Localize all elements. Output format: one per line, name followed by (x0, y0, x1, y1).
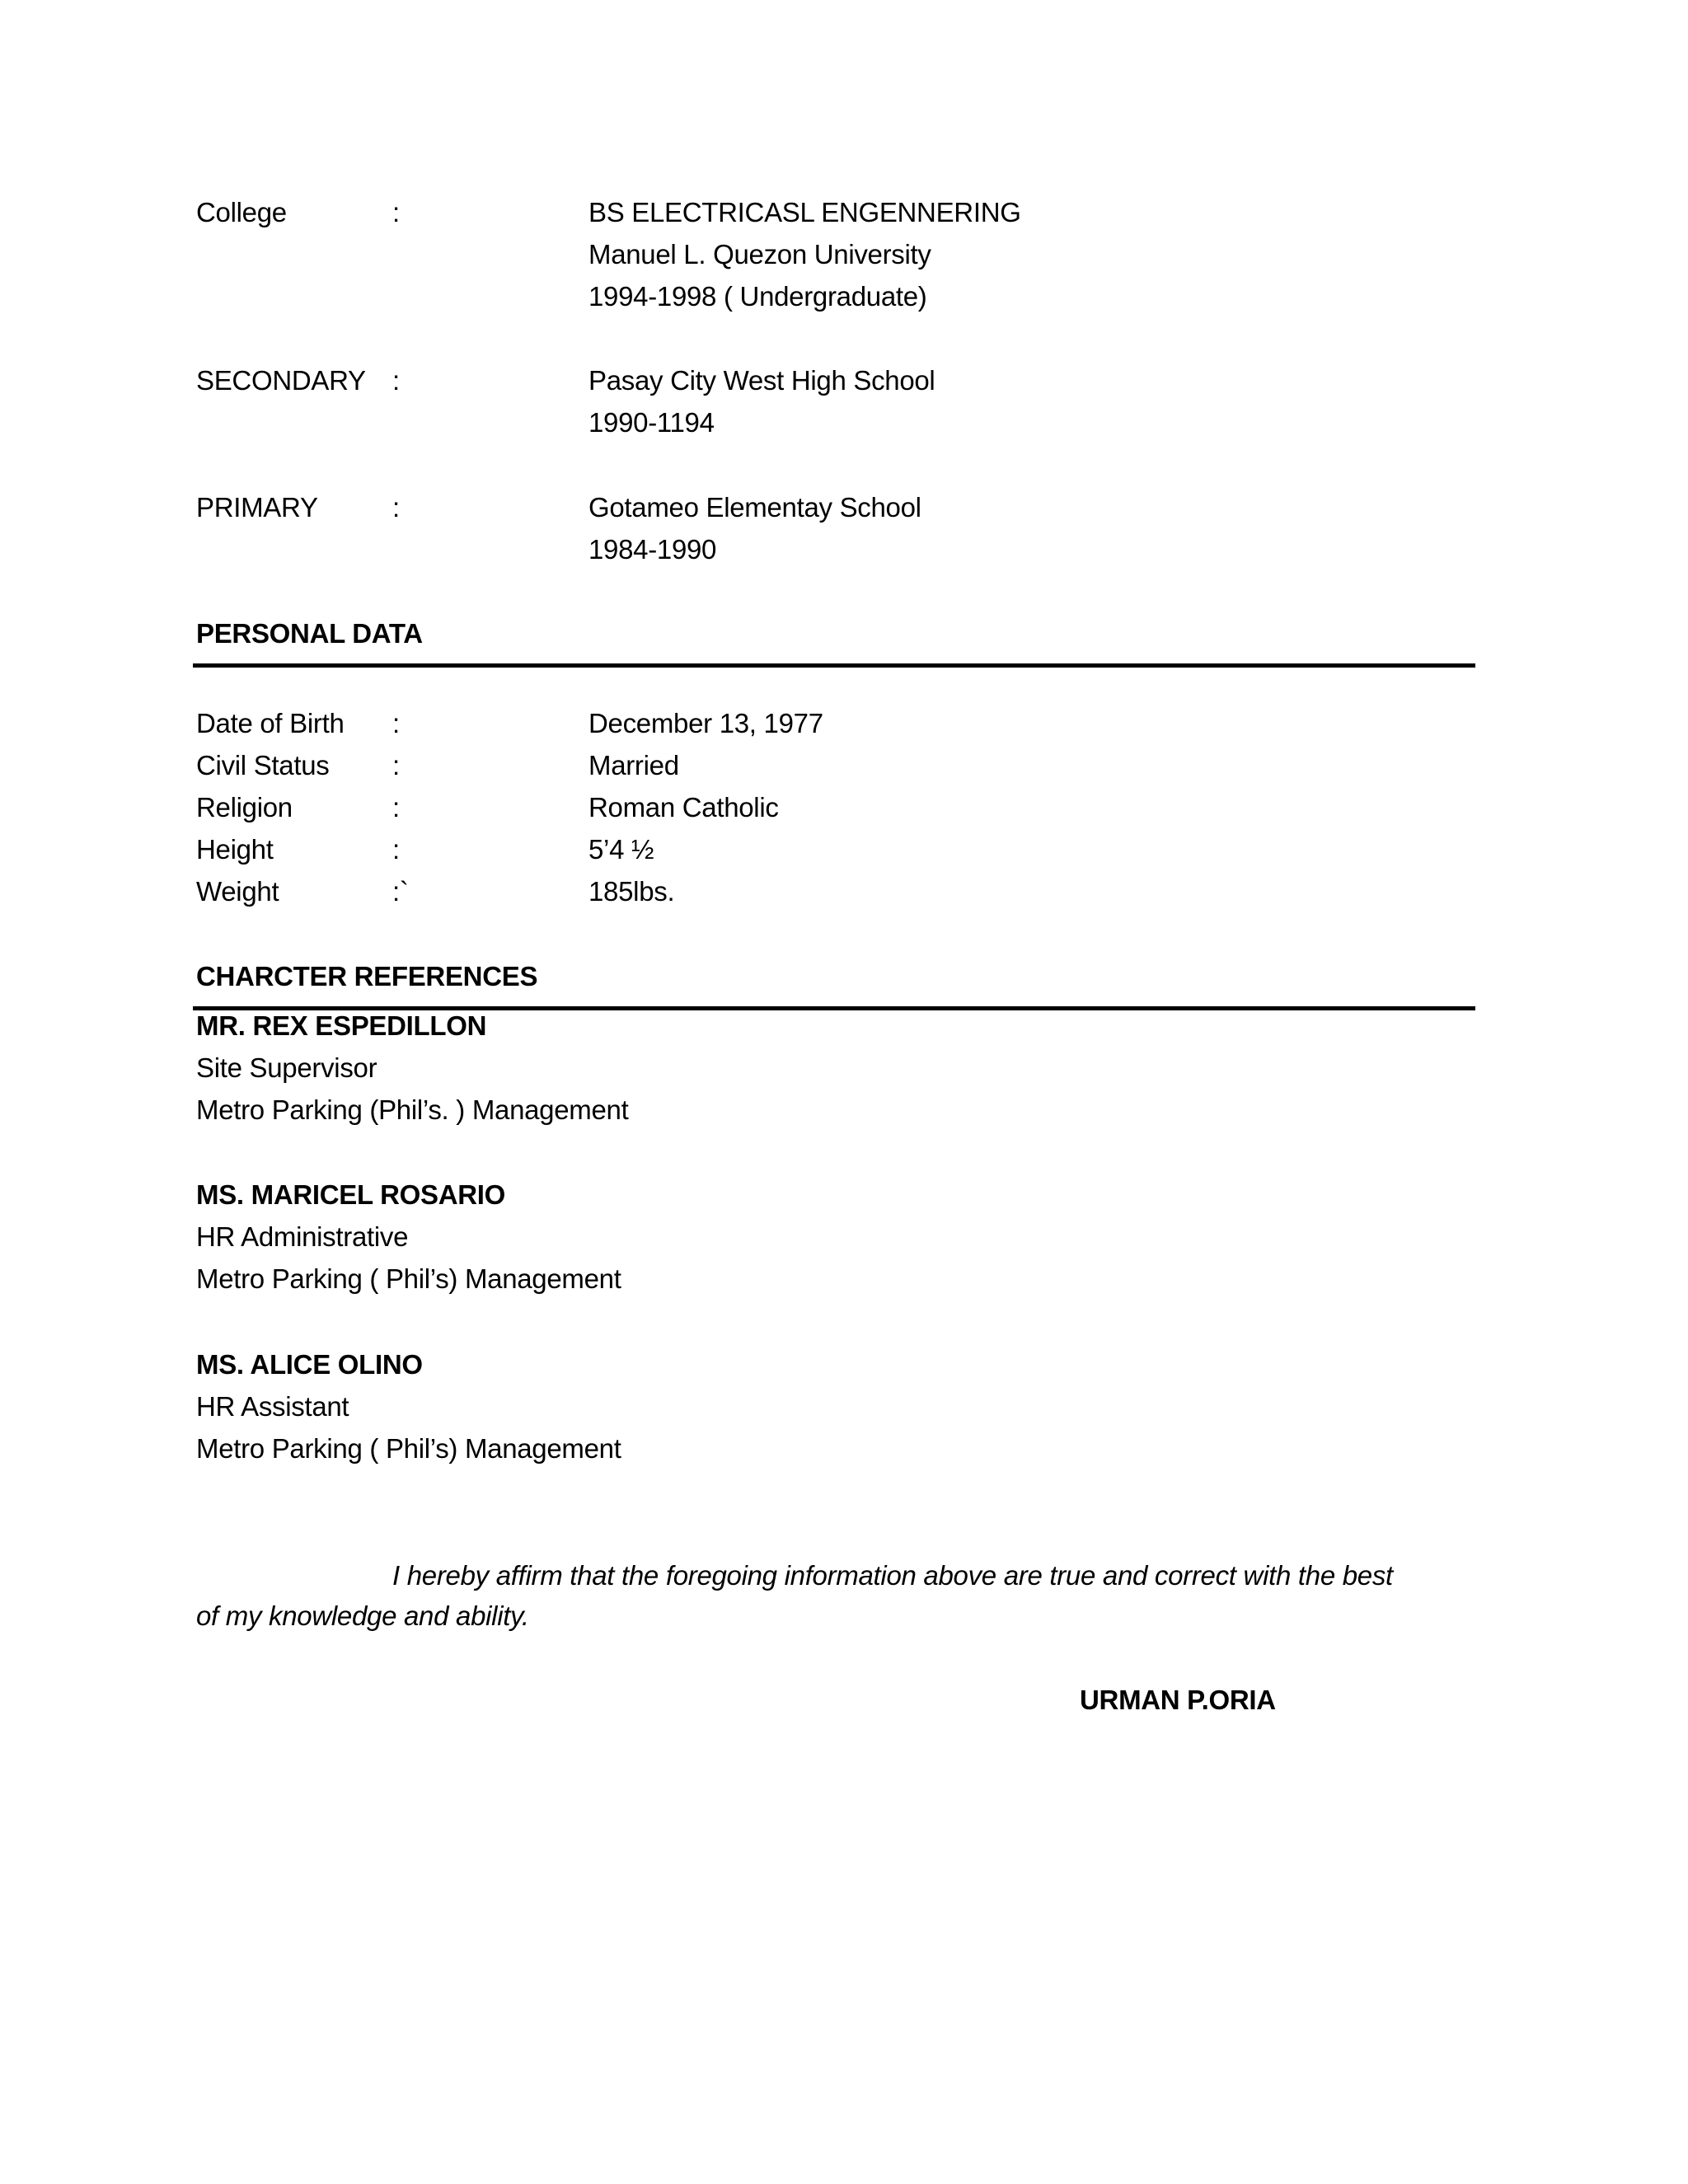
college-label: College (196, 197, 287, 227)
personal-data-divider (193, 663, 1475, 668)
weight-label: Weight (196, 876, 279, 907)
college-colon: : (392, 197, 400, 227)
height-value: 5’4 ½ (588, 834, 654, 865)
weight-colon: :` (392, 876, 409, 907)
reference-company: Metro Parking (Phil’s. ) Management (196, 1094, 629, 1125)
secondary-years: 1990-1194 (588, 407, 715, 438)
reference-company: Metro Parking ( Phil’s) Management (196, 1263, 621, 1294)
religion-colon: : (392, 792, 400, 823)
personal-data-heading: PERSONAL DATA (196, 618, 423, 649)
affirmation-line-2: of my knowledge and ability. (196, 1601, 529, 1631)
secondary-colon: : (392, 365, 400, 396)
reference-title: Site Supervisor (196, 1052, 377, 1083)
religion-label: Religion (196, 792, 293, 823)
birth-value: December 13, 1977 (588, 708, 823, 738)
civil-status-value: Married (588, 750, 679, 780)
affirmation-line-1: I hereby affirm that the foregoing information above are true and correct with the best (392, 1560, 1393, 1591)
civil-status-colon: : (392, 750, 400, 780)
reference-title: HR Assistant (196, 1391, 349, 1422)
references-heading: CHARCTER REFERENCES (196, 961, 538, 991)
college-school: Manuel L. Quezon University (588, 239, 931, 269)
reference-title: HR Administrative (196, 1221, 409, 1252)
birth-colon: : (392, 708, 400, 738)
primary-label: PRIMARY (196, 492, 318, 523)
reference-company: Metro Parking ( Phil’s) Management (196, 1433, 621, 1464)
civil-status-label: Civil Status (196, 750, 330, 780)
college-degree: BS ELECTRICASL ENGENNERING (588, 197, 1021, 227)
reference-name: MR. REX ESPEDILLON (196, 1010, 487, 1041)
height-label: Height (196, 834, 274, 865)
secondary-school: Pasay City West High School (588, 365, 935, 396)
height-colon: : (392, 834, 400, 865)
college-years: 1994-1998 ( Undergraduate) (588, 281, 927, 312)
secondary-label: SECONDARY (196, 365, 366, 396)
weight-value: 185lbs. (588, 876, 675, 907)
primary-years: 1984-1990 (588, 534, 717, 565)
birth-label: Date of Birth (196, 708, 345, 738)
reference-name: MS. MARICEL ROSARIO (196, 1179, 506, 1210)
religion-value: Roman Catholic (588, 792, 779, 823)
primary-school: Gotameo Elementay School (588, 492, 921, 523)
primary-colon: : (392, 492, 400, 523)
signature-name: URMAN P.ORIA (1080, 1685, 1276, 1715)
reference-name: MS. ALICE OLINO (196, 1349, 423, 1380)
